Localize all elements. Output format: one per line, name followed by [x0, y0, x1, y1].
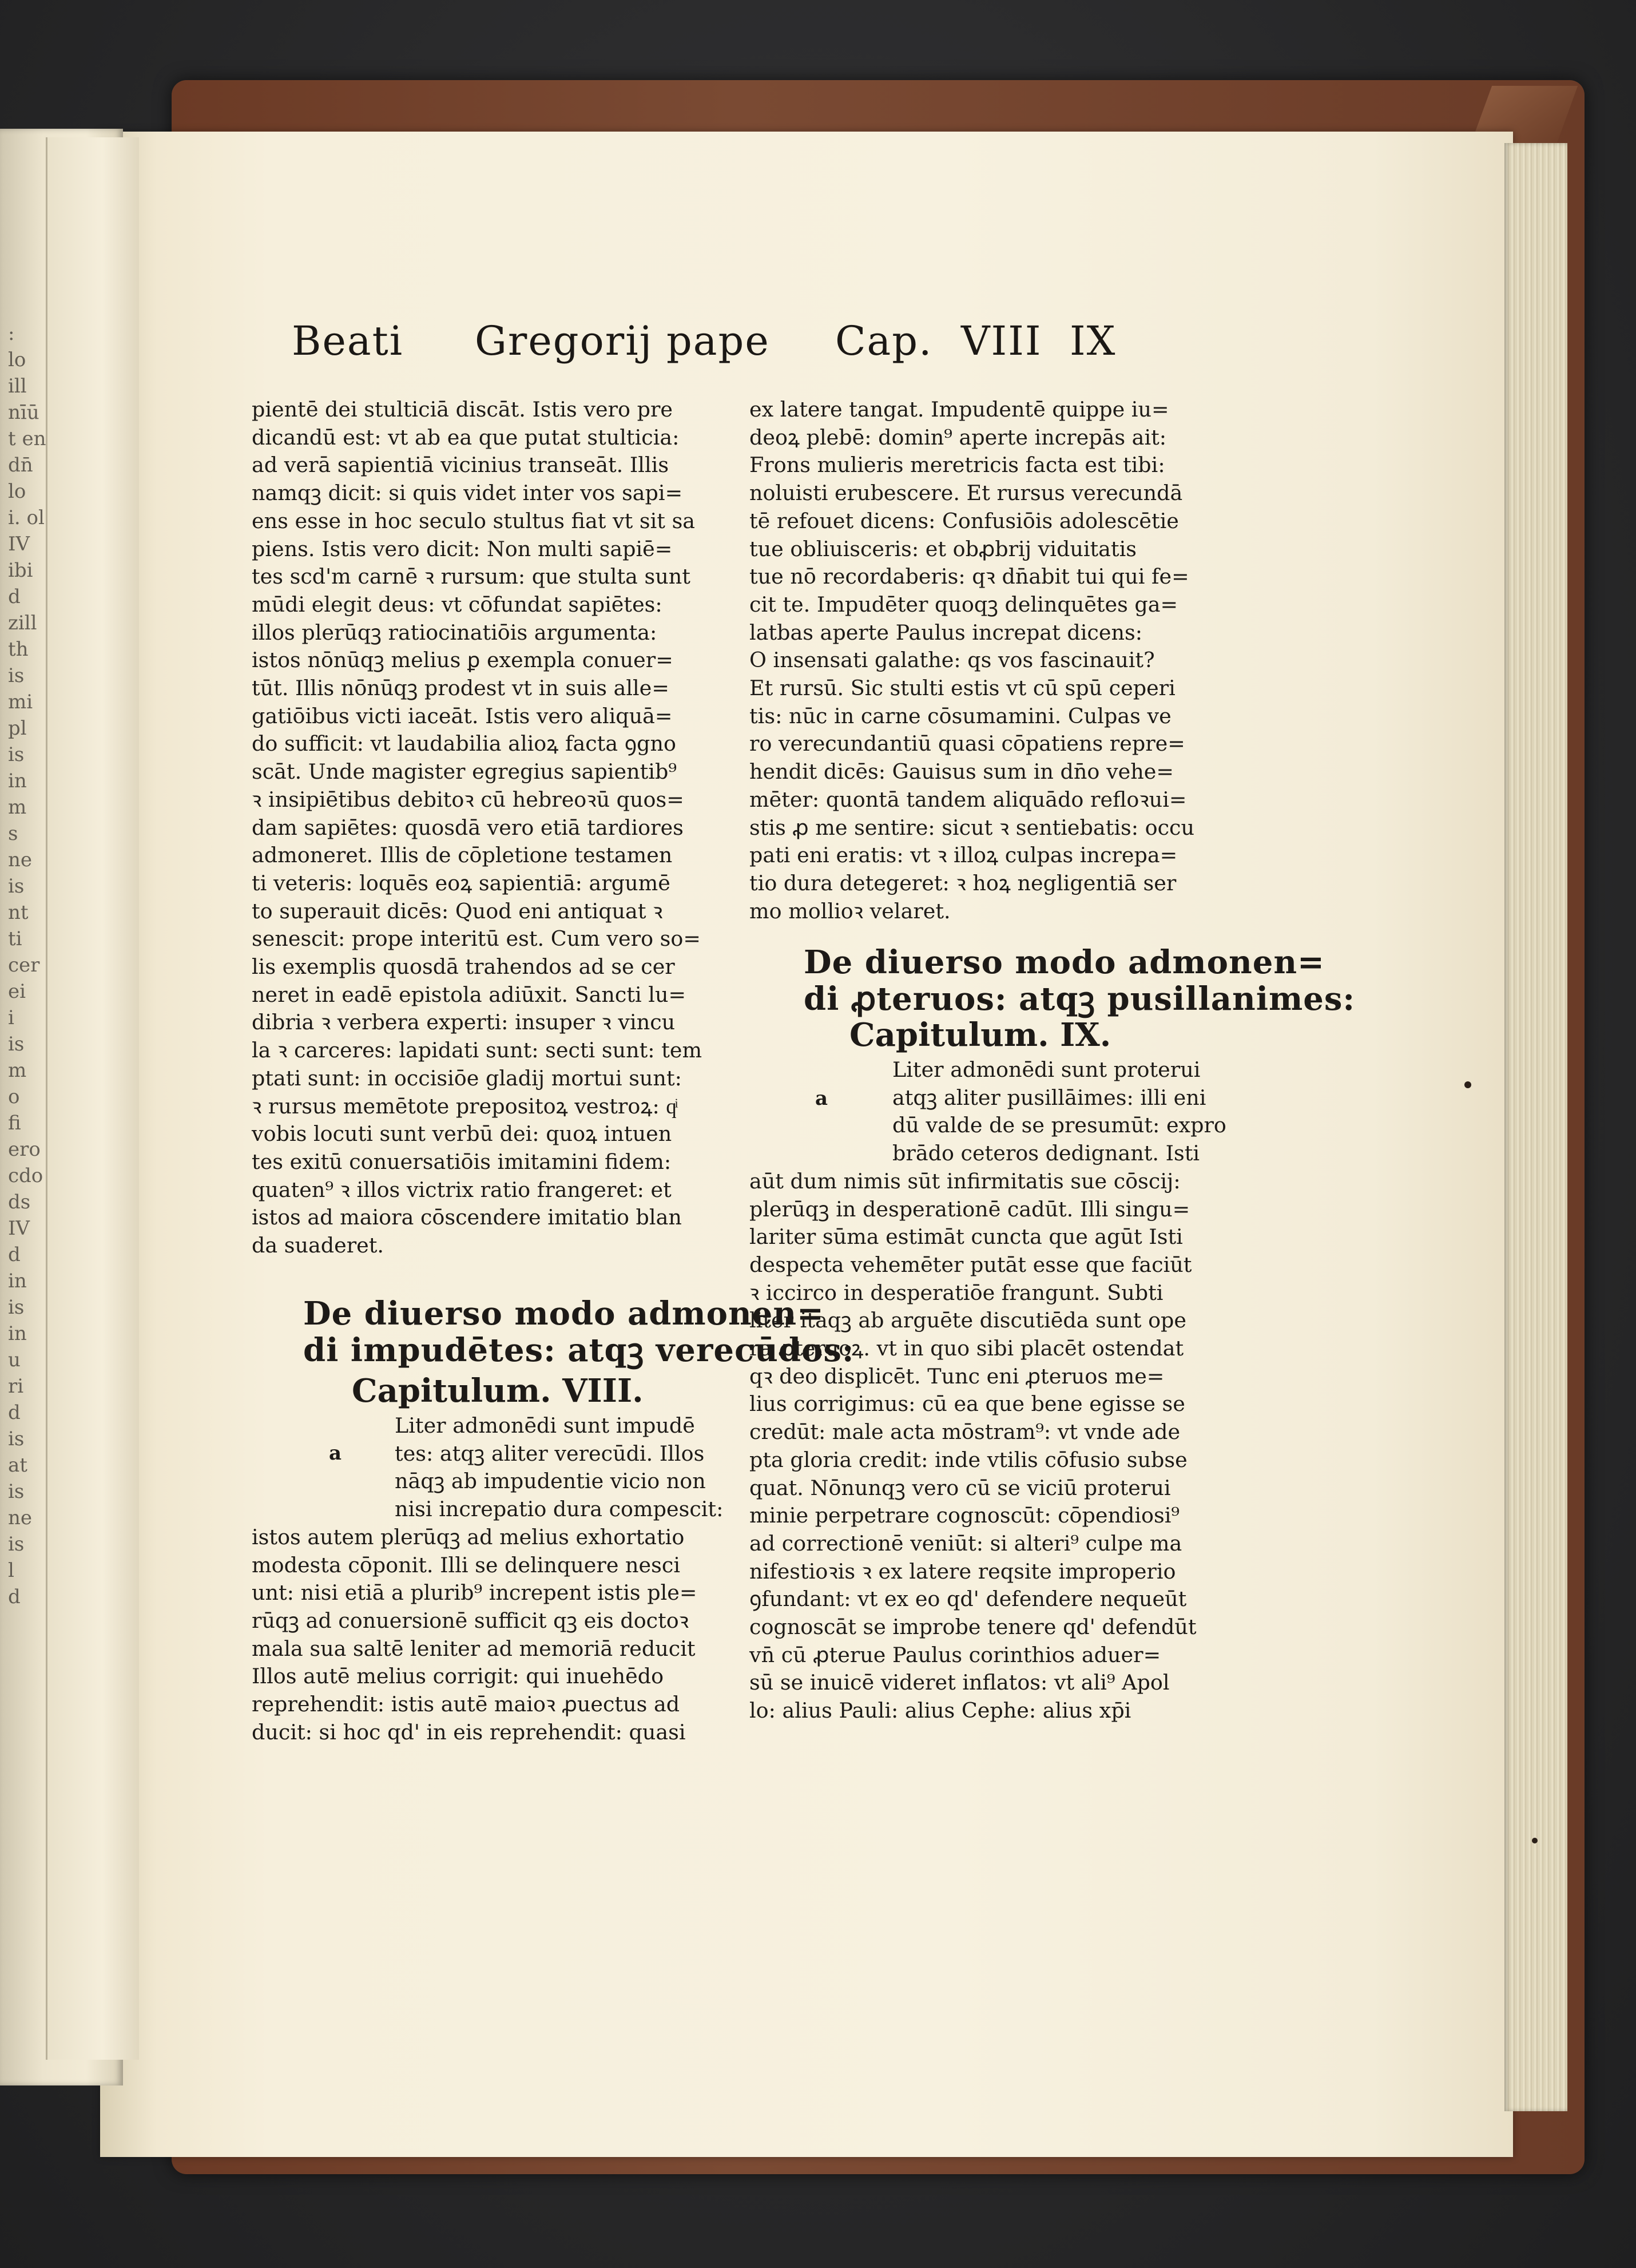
left-text-line-7: tes scd'm carnē ꝛ rursum: que stulta sunt [252, 564, 690, 589]
left-column-text [252, 396, 744, 1260]
chapter-9-line-12: qꝛ deo displicēt. Tunc eni ꝓteruos me= [749, 1363, 1165, 1389]
chapter-8-heading-line-2: di impudētes: atqꝫ verecūdos: [303, 1331, 855, 1369]
chapter-9-heading [804, 943, 1356, 1018]
stub-line-18: in [8, 770, 33, 792]
left-text-line-1: pientē dei stulticiā discāt. Istis vero pre [252, 397, 673, 422]
page-speck [1464, 1081, 1471, 1088]
left-text-line-11: tūt. Illis nōnūqꝫ prodest vt in suis alle= [252, 676, 669, 701]
right-text-line-3: Frons mulieris meretricis facta est tibi: [749, 453, 1165, 478]
stub-line-29: m [8, 1059, 33, 1082]
chapter-9-text [749, 1056, 1253, 1725]
chapter-9-line-9: ꝛ iccirco in desperatiōe frangunt. Subti [749, 1280, 1164, 1305]
left-text-line-22: neret in eadē epistola adiūxit. Sancti lu= [252, 982, 686, 1007]
right-text-line-8: cit te. Impudēter quoqꝫ delinquētes ga= [749, 592, 1178, 617]
right-text-line-10: O insensati galathe: qs vos fascinauit? [749, 648, 1155, 673]
chapter-8-text [252, 1412, 744, 1746]
right-text-line-12: tis: nūc in carne cōsumamini. Culpas ve [749, 703, 1172, 728]
left-text-line-6: piens. Istis vero dicit: Non multi sapiē= [252, 536, 673, 561]
stub-line-47: is [8, 1533, 31, 1556]
chapter-9-heading-line-1: De diuerso modo admonen= [804, 943, 1325, 981]
header-word-gregorij: Gregorij [475, 318, 653, 364]
stub-line-15: mi [8, 691, 39, 713]
stub-line-35: IV [8, 1217, 36, 1240]
stub-line-38: is [8, 1296, 31, 1319]
chapter-9-initial-guide: a [815, 1087, 828, 1110]
chapter-9-line-23: sū se inuicē videret inflatos: vt ali⁹ Apol [749, 1670, 1170, 1695]
left-text-line-13: do sufficit: vt laudabilia alioꝝ facta ꝯgno [252, 731, 676, 756]
right-text-line-9: latbas aperte Paulus increpat dicens: [749, 620, 1142, 645]
chapter-9-label: Capitulum. IX. [849, 1016, 1111, 1054]
left-text-line-9: illos plerūqꝫ ratiocinatiōis argumenta: [252, 620, 657, 645]
chapter-8-line-4: nisi increpatio dura compescit: [395, 1497, 724, 1522]
chapter-9-line-20: ꝯfundant: vt ex eo qd' defendere nequeūt [749, 1587, 1187, 1612]
chapter-8-heading [303, 1295, 855, 1369]
left-text-line-12: gatiōibus victi iaceāt. Istis vero aliquā= [252, 703, 673, 728]
stub-line-4: nīū [8, 401, 46, 424]
stub-line-24: ti [8, 927, 29, 950]
chapter-9-line-7: lariter sūma estimāt cuncta que agūt Isti [749, 1224, 1183, 1250]
stub-line-14: is [8, 664, 31, 687]
stub-line-45: is [8, 1480, 31, 1503]
right-text-line-14: hendit dicēs: Gauisus sum in dn̄o vehe= [749, 759, 1174, 784]
left-text-line-18: ti veteris: loquēs eoꝝ sapientiā: argumē [252, 870, 670, 895]
chapter-8-line-10: Illos autē melius corrigit: qui inuehēdo [252, 1664, 664, 1689]
left-text-line-17: admoneret. Illis de cōpletione testamen [252, 843, 673, 868]
right-text-line-18: tio dura detegeret: ꝛ hoꝝ negligentiā ser [749, 870, 1177, 895]
chapter-8-line-3: nāqꝫ ab impudentie vicio non [395, 1469, 706, 1494]
chapter-9-line-5: aūt dum nimis sūt infirmitatis sue cōscij: [749, 1168, 1181, 1194]
chapter-8-line-11: reprehendit: istis autē maioꝛ ꝓuectus ad [252, 1692, 680, 1717]
stub-line-3: ill [8, 375, 33, 398]
stub-line-19: m [8, 796, 33, 819]
stub-line-48: l [8, 1559, 21, 1582]
stub-line-33: cdo [8, 1164, 50, 1187]
right-text-line-17: pati eni eratis: vt ꝛ illoꝝ culpas increpa= [749, 843, 1178, 868]
stub-line-37: in [8, 1270, 33, 1292]
chapter-9-line-14: credūt: male acta mōstram⁹: vt vnde ade [749, 1420, 1181, 1445]
stub-line-25: cer [8, 954, 46, 977]
stub-line-39: in [8, 1322, 33, 1345]
stub-line-16: pl [8, 717, 33, 740]
chapter-9-heading-line-2: di ꝓteruos: atqꝫ pusillanimes: [804, 980, 1356, 1018]
chapter-9-line-15: pta gloria credit: inde vtilis cōfusio subse [749, 1447, 1188, 1472]
chapter-9-line-2: atqꝫ aliter pusillāimes: illi eni [892, 1085, 1206, 1110]
stub-line-5: t en [8, 427, 53, 450]
right-text-line-19: mo mollioꝛ velaret. [749, 898, 951, 923]
chapter-8-line-1: Liter admonēdi sunt impudē [395, 1413, 695, 1438]
stub-line-30: o [8, 1085, 26, 1108]
left-text-line-19: to superauit dicēs: Quod eni antiquat ꝛ [252, 898, 663, 923]
left-text-line-26: ꝛ rursus memētote prepositoꝝ vestroꝝ: qͥ [252, 1093, 677, 1119]
chapter-9-line-11: ra ꝓteruoꝝ. vt in quo sibi placēt ostendat [749, 1336, 1184, 1361]
chapter-9-line-18: ad correctionē veniūt: si alteri⁹ culpe ma [749, 1530, 1182, 1556]
stub-line-26: ei [8, 980, 32, 1003]
left-text-line-4: namqꝫ dicit: si quis videt inter vos sapi= [252, 481, 683, 506]
stub-line-32: ero [8, 1138, 47, 1161]
left-text-line-16: dam sapiētes: quosdā vero etiā tardiores [252, 815, 684, 840]
chapter-8-line-9: mala sua saltē leniter ad memoriā reducit [252, 1636, 696, 1661]
right-text-line-1: ex latere tangat. Impudentē quippe iu= [749, 397, 1169, 422]
stub-line-9: IV [8, 533, 36, 556]
chapter-8-line-12: ducit: si hoc qd' in eis reprehendit: quasi [252, 1719, 686, 1744]
left-text-line-29: quaten⁹ ꝛ illos victrix ratio frangeret: et [252, 1177, 672, 1202]
chapter-9-line-24: lo: alius Pauli: alius Cephe: alius xp̄i [749, 1698, 1131, 1723]
left-text-line-2: dicandū est: vt ab ea que putat stulticia: [252, 425, 680, 450]
right-text-line-6: tue obliuisceris: et obꝓbrij viduitatis [749, 536, 1137, 561]
chapter-8-label: Capitulum. VIII. [352, 1372, 644, 1410]
right-text-line-15: mēter: quontā tandem aliquādo refloꝛui= [749, 787, 1187, 812]
header-word-pape: pape [666, 318, 770, 364]
stub-line-2: lo [8, 348, 33, 371]
left-text-line-15: ꝛ insipiētibus debitoꝛ cū hebreoꝛū quos= [252, 787, 684, 812]
stub-line-6: dn̄ [8, 454, 39, 477]
stub-line-7: lo [8, 480, 33, 503]
stub-line-10: ibi [8, 559, 39, 582]
right-column-text [749, 396, 1241, 925]
stub-line-27: i [8, 1006, 21, 1029]
stub-line-22: is [8, 875, 31, 898]
stub-line-40: u [8, 1349, 27, 1371]
stub-line-13: th [8, 638, 35, 661]
page-edge-speck [1532, 1838, 1538, 1843]
chapter-8-initial-guide: a [329, 1442, 342, 1465]
left-text-line-5: ens esse in hoc seculo stultus fiat vt sit sa [252, 508, 696, 533]
left-text-line-23: dibria ꝛ verbera experti: insuper ꝛ vincu [252, 1010, 676, 1035]
chapter-9-line-6: plerūqꝫ in desperationē cadūt. Illi singu= [749, 1196, 1190, 1222]
chapter-9-line-13: lius corrigimus: cū ea que bene egisse se [749, 1391, 1185, 1417]
left-text-line-20: senescit: prope interitū est. Cum vero so= [252, 926, 701, 951]
header-word-beati: Beati [292, 318, 404, 364]
left-text-line-30: istos ad maiora cōscendere imitatio blan [252, 1205, 682, 1230]
stub-line-43: is [8, 1428, 31, 1450]
stub-line-20: s [8, 822, 25, 845]
stub-line-21: ne [8, 848, 38, 871]
left-text-line-24: la ꝛ carceres: lapidati sunt: secti sunt: tem [252, 1038, 702, 1063]
chapter-9-line-21: cognoscāt se improbe tenere qd' defendūt [749, 1615, 1197, 1640]
stub-line-42: d [8, 1401, 27, 1424]
left-text-line-27: vobis locuti sunt verbū dei: quoꝝ intuen [252, 1121, 672, 1147]
chapter-9-line-3: dū valde de se presumūt: expro [892, 1113, 1226, 1138]
right-text-line-5: tē refouet dicens: Confusiōis adolescētie [749, 508, 1179, 533]
left-text-line-28: tes exitū conuersatiōis imitamini fidem: [252, 1149, 672, 1174]
left-text-line-25: ptati sunt: in occisiōe gladij mortui sunt: [252, 1065, 682, 1091]
left-text-line-21: lis exemplis quosdā trahendos ad se cer [252, 954, 675, 980]
chapter-9-line-16: quat. Nōnunqꝫ vero cū se viciū proterui [749, 1475, 1171, 1500]
left-text-line-14: scāt. Unde magister egregius sapientib⁹ [252, 759, 677, 784]
right-text-line-11: Et rursū. Sic stulti estis vt cū spū ceperi [749, 676, 1176, 701]
stub-line-36: d [8, 1243, 27, 1266]
right-text-line-7: tue nō recordaberis: qꝛ dn̄abit tui qui fe= [749, 564, 1189, 589]
chapter-9-line-19: nifestioꝛis ꝛ ex latere reqsite improperio [749, 1559, 1176, 1584]
stub-line-49: d [8, 1585, 21, 1608]
chapter-8-heading-line-1: De diuerso modo admonen= [303, 1295, 824, 1333]
left-text-line-8: mūdi elegit deus: vt cōfundat sapiētes: [252, 592, 662, 617]
left-text-line-31: da suaderet. [252, 1233, 384, 1258]
chapter-8-line-8: rūqꝫ ad conuersionē sufficit qꝫ eis doctoꝛ [252, 1608, 689, 1633]
stub-line-23: nt [8, 901, 35, 924]
chapter-9-line-8: despecta vehemēter putāt esse que faciūt [749, 1252, 1192, 1277]
stub-line-46: ne [8, 1506, 38, 1529]
right-text-line-4: noluisti erubescere. Et rursus verecundā [749, 481, 1183, 506]
chapter-8-line-6: modesta cōponit. Illi se delinquere nesci [252, 1552, 680, 1577]
header-cap-label: Cap. [835, 318, 933, 364]
chapter-8-line-2: tes: atqꝫ aliter verecūdi. Illos [395, 1441, 705, 1466]
stub-line-28: is [8, 1033, 31, 1056]
stub-line-44: at [8, 1454, 34, 1477]
right-text-line-13: ro verecundantiū quasi cōpatiens repre= [749, 731, 1185, 756]
chapter-9-line-22: vn̄ cū ꝓterue Paulus corinthios aduer= [749, 1642, 1161, 1667]
right-text-line-16: stis ꝓ me sentire: sicut ꝛ sentiebatis: occu [749, 815, 1194, 840]
stub-line-12: zill [8, 612, 43, 635]
header-chapter-numbers: VIII IX [961, 318, 1117, 364]
stub-line-1: : [8, 322, 21, 345]
stub-line-31: fi [8, 1112, 27, 1135]
chapter-8-line-5: istos autem plerūqꝫ ad melius exhortatio [252, 1524, 685, 1549]
stub-line-41: ri [8, 1375, 30, 1398]
chapter-9-line-17: minie perpetrare cognoscūt: cōpendiosi⁹ [749, 1503, 1180, 1528]
right-text-line-2: deoꝝ plebē: domin⁹ aperte increpās ait: [749, 425, 1167, 450]
left-text-line-3: ad verā sapientiā vicinius transeāt. Illis [252, 453, 669, 478]
chapter-9-line-1: Liter admonēdi sunt proterui [892, 1057, 1201, 1082]
left-text-line-10: istos nōnūqꝫ melius ꝑ exempla conuer= [252, 648, 673, 673]
stub-line-8: i. ol [8, 506, 51, 529]
stub-line-34: ds [8, 1191, 37, 1214]
chapter-9-line-10: liter itaqꝫ ab arguēte discutiēda sunt ope [749, 1308, 1187, 1333]
stub-line-17: is [8, 743, 31, 766]
chapter-8-line-7: unt: nisi etiā a plurib⁹ increpent istis ple= [252, 1580, 697, 1605]
chapter-9-line-4: brādo ceteros dedignant. Isti [892, 1141, 1200, 1166]
stub-line-11: d [8, 585, 27, 608]
